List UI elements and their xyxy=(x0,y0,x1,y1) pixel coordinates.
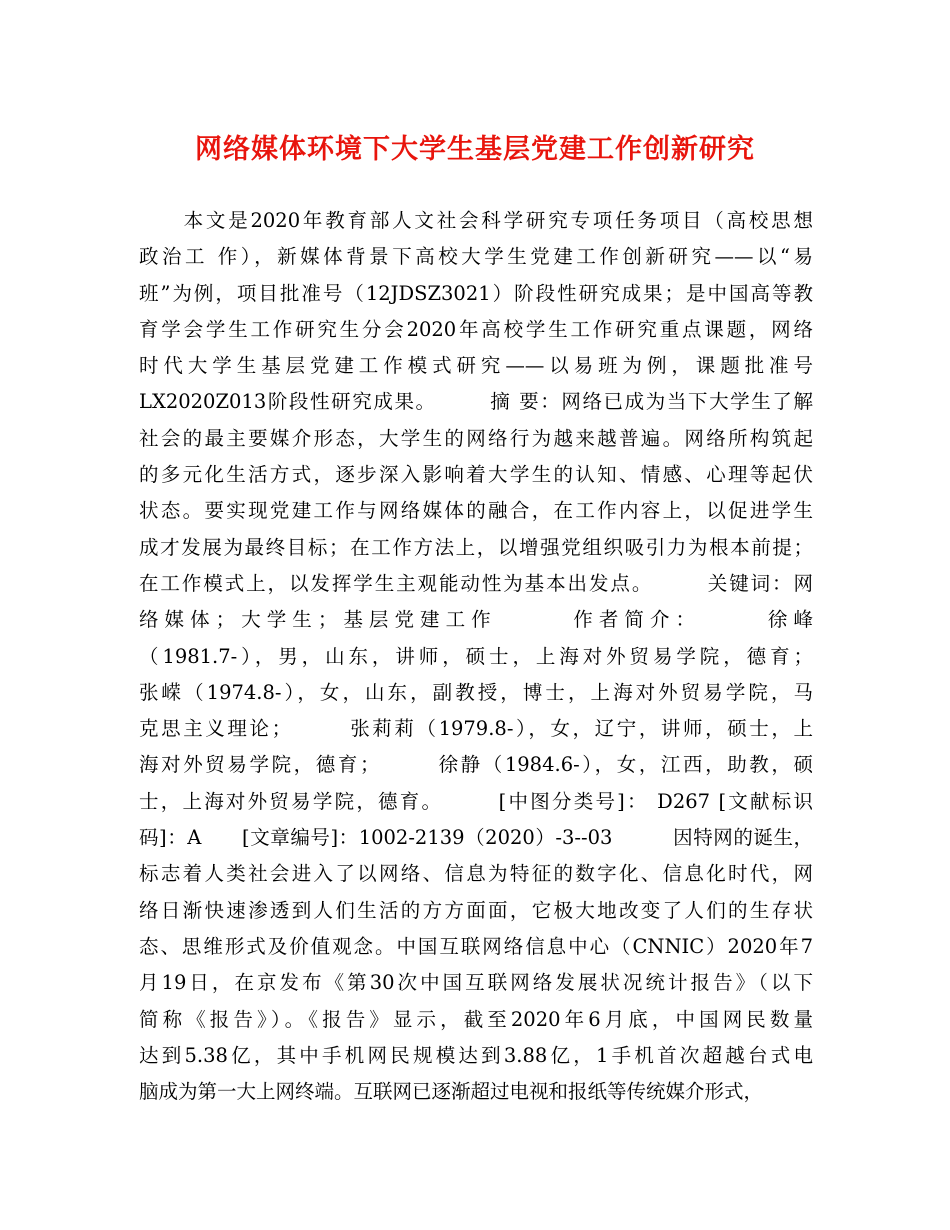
body-line: 成才发展为最终目标；在工作方法上，以增强党组织吸引力为根本前提； xyxy=(139,535,813,559)
body-line: 在工作模式上，以发挥学生主观能动性为基本出发点。 关键词：网 xyxy=(139,571,813,595)
body-line: 脑成为第一大上网终端。互联网已逐渐超过电视和报纸等传统媒介形式， xyxy=(139,1080,764,1104)
body-line: 政治工 作），新媒体背景下高校大学生党建工作创新研究——以“易 xyxy=(139,245,813,269)
body-line: 士，上海对外贸易学院，德育。 [中图分类号]： D267 [文献标识 xyxy=(139,789,813,813)
body-line: 时代大学生基层党建工作模式研究——以易班为例，课题批准号 xyxy=(139,354,813,378)
body-line: （1981.7-），男，山东，讲师，硕士，上海对外贸易学院，德育； xyxy=(139,644,813,668)
body-line: LX2020Z013阶段性研究成果。 摘 要：网络已成为当下大学生了解 xyxy=(139,390,813,414)
body-line: 络媒体；大学生；基层党建工作 作者简介： 徐峰 xyxy=(139,608,813,632)
body-line: 态、思维形式及价值观念。中国互联网络信息中心（CNNIC）2020年7 xyxy=(139,934,813,958)
body-line: 社会的最主要媒介形态，大学生的网络行为越来越普遍。网络所构筑起 xyxy=(139,426,813,450)
body-line: 张嵘（1974.8-），女，山东，副教授，博士，上海对外贸易学院，马 xyxy=(139,680,813,704)
body-line: 状态。要实现党建工作与网络媒体的融合，在工作内容上，以促进学生 xyxy=(139,499,813,523)
body-line: 的多元化生活方式，逐步深入影响着大学生的认知、情感、心理等起伏 xyxy=(139,463,813,487)
body-line: 班”为例，项目批准号（12JDSZ3021）阶段性研究成果；是中国高等教 xyxy=(139,281,813,305)
body-line: 海对外贸易学院，德育； 徐静（1984.6-），女，江西，助教，硕 xyxy=(139,753,813,777)
body-line: 达到5.38亿，其中手机网民规模达到3.88亿，1手机首次超越台式电 xyxy=(139,1043,813,1067)
body-line: 标志着人类社会进入了以网络、信息为特征的数字化、信息化时代，网 xyxy=(139,862,813,886)
body-line: 克思主义理论； 张莉莉（1979.8-），女，辽宁，讲师，硕士，上 xyxy=(139,717,813,741)
body-line: 月19日，在京发布《第30次中国互联网络发展状况统计报告》（以下 xyxy=(139,971,813,995)
body-line: 码]：A [文章编号]：1002-2139（2020）-3--03 因特网的诞生， xyxy=(139,826,813,850)
body-line: 络日渐快速渗透到人们生活的方方面面，它极大地改变了人们的生存状 xyxy=(139,898,813,922)
body-line: 育学会学生工作研究生分会2020年高校学生工作研究重点课题，网络 xyxy=(139,317,813,341)
document-body xyxy=(139,203,813,1110)
body-line: 本文是2020年教育部人文社会科学研究专项任务项目（高校思想 xyxy=(139,209,813,232)
body-line: 简称《报告》）。《报告》显示，截至2020年6月底，中国网民数量 xyxy=(139,1007,813,1031)
document-title: 网络媒体环境下大学生基层党建工作创新研究 xyxy=(195,134,755,165)
